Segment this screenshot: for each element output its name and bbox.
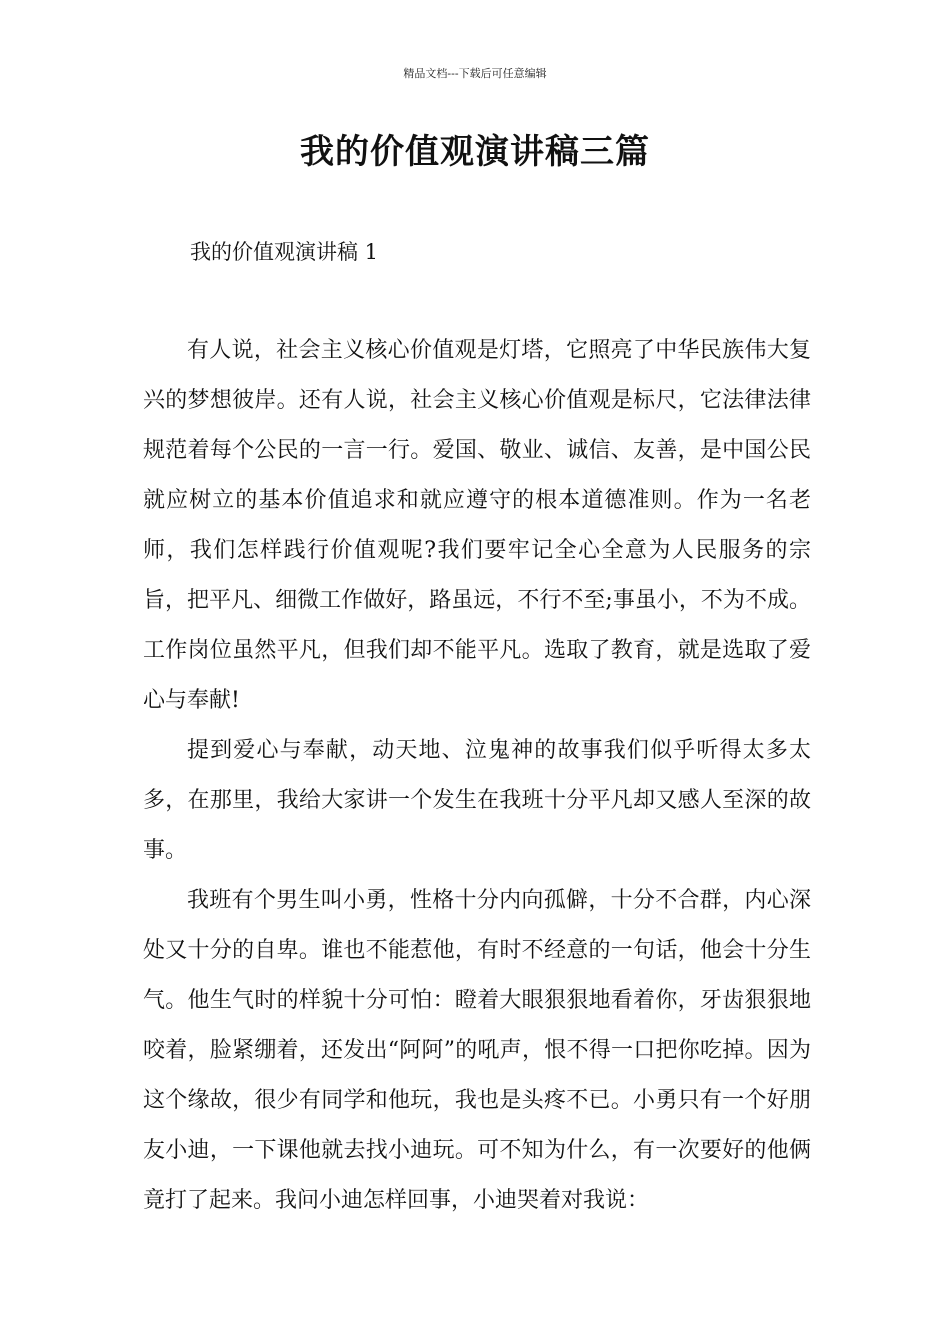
- paragraph: 提到爱心与奉献，动天地、泣鬼神的故事我们似乎听得太多太多，在那里，我给大家讲一个发生在我班十分平凡却又感人至深的故事。: [143, 738, 811, 863]
- document-title: 我的价值观演讲稿三篇: [300, 132, 650, 172]
- document-body: [143, 326, 811, 1226]
- header-note: 精品文档---下载后可任意编辑: [403, 67, 547, 80]
- section-title: 我的价值观演讲稿 1: [190, 240, 379, 264]
- paragraph: 我班有个男生叫小勇，性格十分内向孤僻，十分不合群，内心深处又十分的自卑。谁也不能惹他，有时不经意的一句话，他会十分生气。他生气时的样貌十分可怕：瞪着大眼狠狠地看着你，牙齿狠狠地咬着，脸紧绷着，还发出“阿阿”的吼声，恨不得一口把你吃掉。因为这个缘故，很少有同学和他玩，我也是头疼不已。小勇只有一个好朋友小迪，一下课他就去找小迪玩。可不知为什么，有一次要好的他俩竟打了起来。我问小迪怎样回事，小迪哭着对我说：: [143, 888, 811, 1213]
- paragraph: 有人说，社会主义核心价值观是灯塔，它照亮了中华民族伟大复兴的梦想彼岸。还有人说，社会主义核心价值观是标尺，它法律法律规范着每个公民的一言一行。爱国、敬业、诚信、友善，是中国公民就应树立的基本价值追求和就应遵守的根本道德准则。作为一名老师，我们怎样践行价值观呢?我们要牢记全心全意为人民服务的宗旨，把平凡、细微工作做好，路虽远，不行不至;事虽小，不为不成。工作岗位虽然平凡，但我们却不能平凡。选取了教育，就是选取了爱心与奉献!: [143, 338, 811, 713]
